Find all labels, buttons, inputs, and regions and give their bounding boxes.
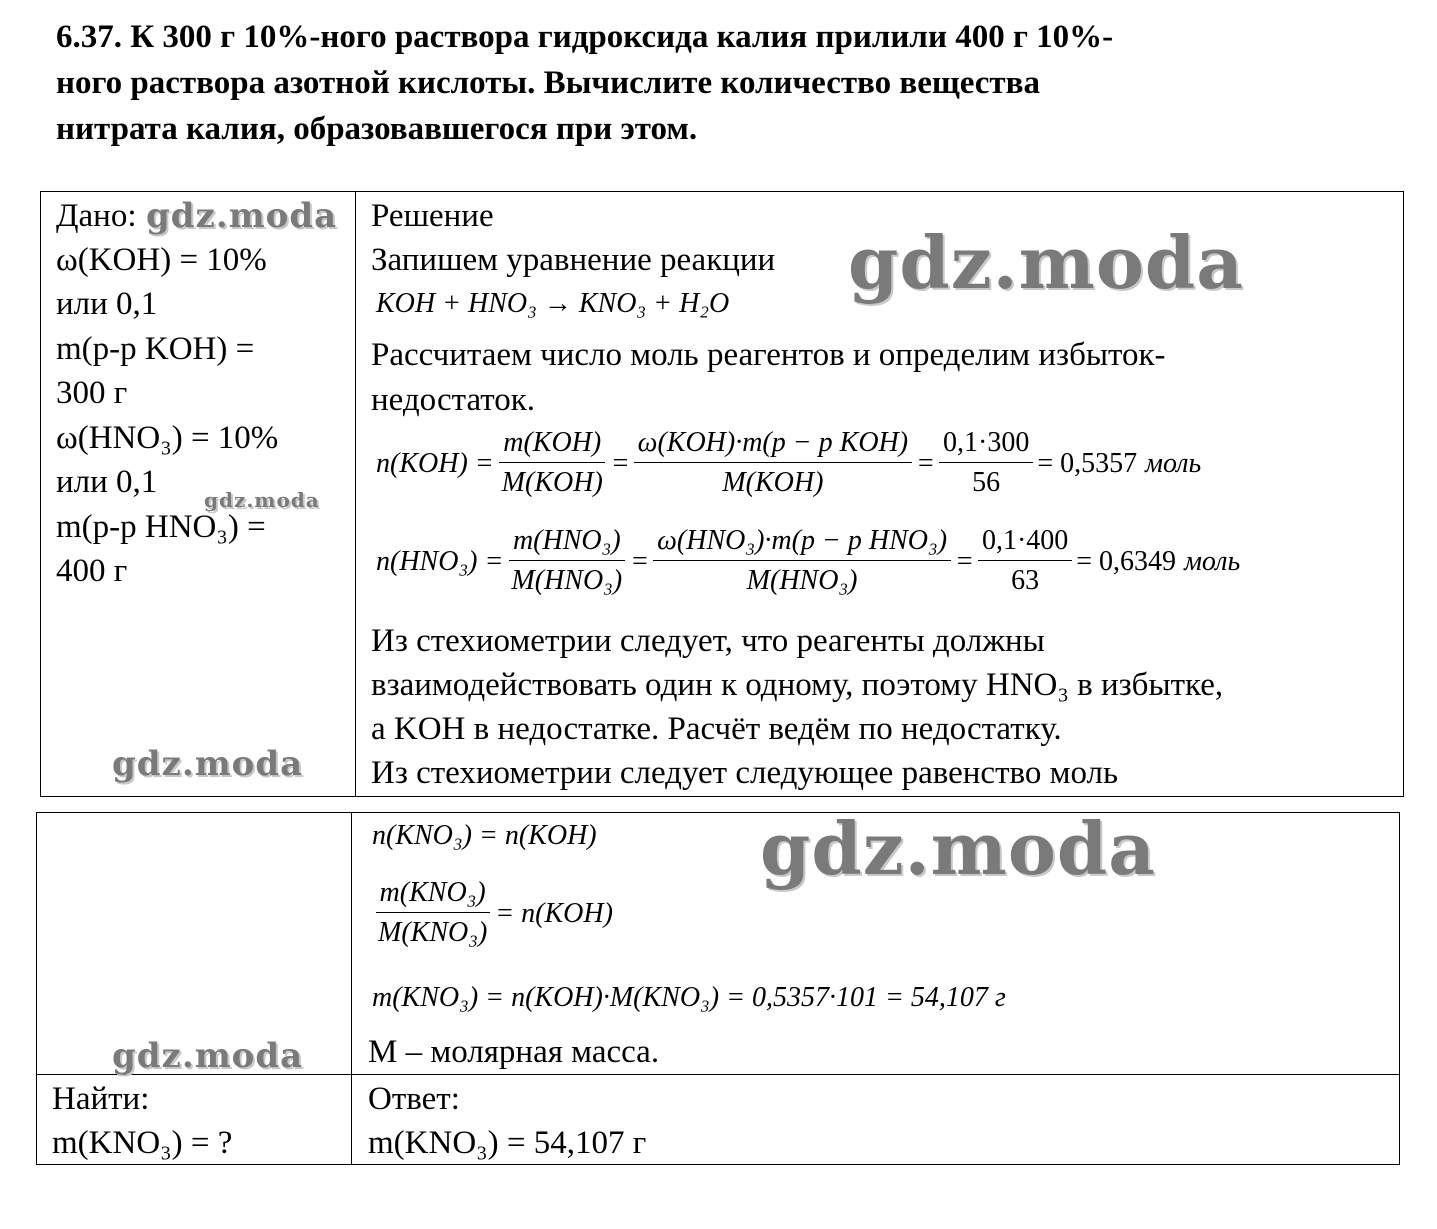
calc-intro-1: Рассчитаем число моль реагентов и определим избыток- — [371, 337, 1166, 373]
problem-line-1: 6.37. К 300 г 10%-ного раствора гидроксида калия прилили 400 г 10%- — [56, 19, 1114, 55]
find-label: Найти: — [52, 1081, 150, 1117]
given-line: m(р-р KOH) = — [56, 331, 255, 367]
n-hno3-lhs: n(HNO₃) = — [376, 545, 504, 577]
watermark: gdz.moda — [848, 220, 1244, 305]
given-line: ω(HNO₃) = 10% — [56, 420, 279, 456]
denominator: M(HNO₃) — [511, 565, 623, 596]
given-label: Дано: — [56, 198, 137, 234]
equals: = — [610, 447, 630, 479]
stoich-text-1: Из стехиометрии следует, что реагенты должны — [371, 623, 1045, 659]
numerator: 0,1·400 — [978, 522, 1072, 561]
fraction — [507, 522, 626, 601]
watermark: gdz.moda — [760, 806, 1156, 891]
answer-value: m(KNO₃) = 54,107 г — [368, 1125, 647, 1161]
calc-intro-2: недостаток. — [371, 382, 536, 418]
equation-intro: Запишем уравнение реакции — [371, 242, 776, 278]
n-hno3-result: = 0,6349 — [1076, 545, 1177, 577]
numerator: m(KNO₃) — [376, 874, 490, 913]
equation-1: n(KNO₃) = n(KOH) — [372, 820, 597, 851]
stoich-text-2: взаимодействовать один к одному, поэтому HNO₃ в избытке, — [371, 667, 1224, 703]
given-line: 300 г — [56, 375, 128, 411]
equation-2 — [370, 874, 613, 953]
unit: моль — [1145, 447, 1202, 479]
watermark: gdz.moda — [204, 488, 320, 512]
numerator: 0,1·300 — [939, 424, 1033, 463]
equals: = — [916, 447, 935, 479]
equals: = — [630, 545, 650, 577]
watermark: gdz.moda — [112, 744, 304, 784]
denominator: M(HNO₃) — [746, 565, 858, 596]
problem-line-2: ного раствора азотной кислоты. Вычислите количество вещества — [56, 65, 1040, 101]
column-divider — [351, 813, 352, 1164]
problem-line-3: нитрата калия, образовавшегося при этом. — [56, 111, 698, 147]
numerator: m(HNO₃) — [509, 522, 625, 561]
given-line: 400 г — [56, 553, 128, 589]
stoich-text-4: Из стехиометрии следует следующее равенство моль — [371, 755, 1119, 791]
fraction — [978, 522, 1072, 601]
numerator: ω(KOH)·m(p − p KOH) — [634, 424, 912, 463]
solution-heading: Решение — [371, 198, 494, 234]
denominator: 63 — [1011, 565, 1040, 596]
n-hno3-formula — [376, 522, 1240, 601]
given-line: m(р-р HNO₃) = — [56, 509, 266, 545]
n-koh-lhs: n(KOH) = — [376, 447, 494, 479]
watermark: gdz.moda — [112, 1036, 304, 1076]
fraction — [374, 874, 491, 953]
denominator: M(KOH) — [722, 467, 824, 498]
stoich-text-3: а KOH в недостатке. Расчёт ведём по недостатку. — [371, 711, 1062, 747]
problem-statement — [56, 14, 1346, 152]
n-koh-formula — [376, 424, 1201, 503]
answer-label: Ответ: — [368, 1081, 460, 1117]
n-koh-result: = 0,5357 — [1037, 447, 1138, 479]
column-divider — [355, 192, 356, 796]
molar-mass-note: M – молярная масса. — [368, 1034, 660, 1070]
numerator: ω(HNO₃)·m(p − p HNO₃) — [653, 522, 951, 561]
given-line: или 0,1 — [56, 286, 158, 322]
find-value: m(KNO₃) = ? — [52, 1125, 233, 1161]
given-line: ω(KOH) = 10% — [56, 242, 267, 278]
unit: моль — [1184, 545, 1241, 577]
denominator: 56 — [972, 467, 1001, 498]
numerator: m(KOH) — [499, 424, 605, 463]
denominator: M(KOH) — [501, 467, 603, 498]
reaction-equation: KOH + HNO₃ → KNO₃ + H₂O — [376, 288, 730, 319]
equation-2-rhs: = n(KOH) — [495, 897, 613, 929]
fraction — [498, 424, 607, 503]
fraction — [634, 424, 912, 503]
equation-3: m(KNO₃) = n(KOH)·M(KNO₃) = 0,5357·101 = 54,107 г — [372, 982, 1006, 1013]
fraction — [939, 424, 1033, 503]
denominator: M(KNO₃) — [378, 917, 488, 948]
equals: = — [955, 545, 974, 577]
watermark: gdz.moda — [146, 196, 338, 236]
given-line: или 0,1 — [56, 464, 158, 500]
fraction — [653, 522, 951, 601]
